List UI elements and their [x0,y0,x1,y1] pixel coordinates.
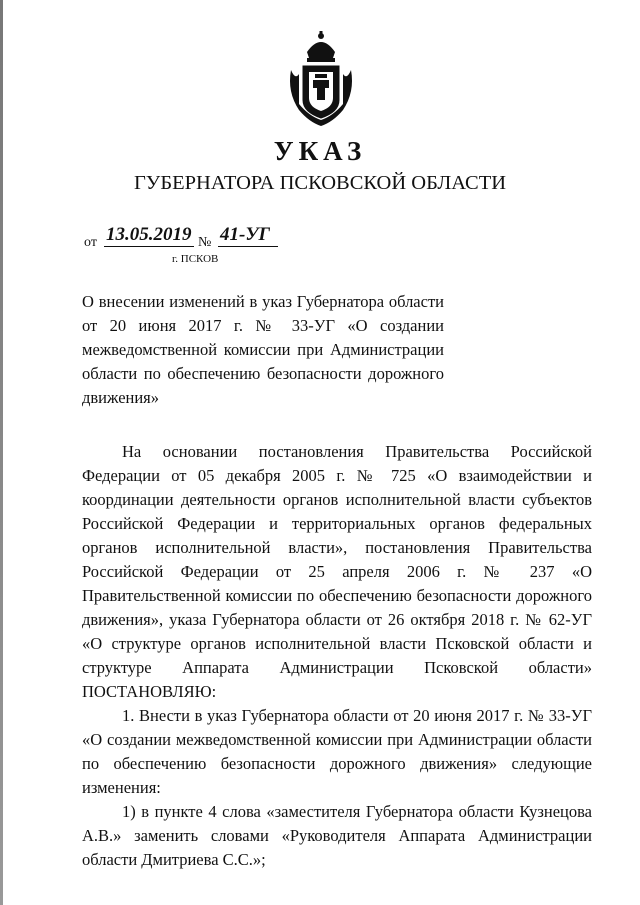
number-handwritten: 41-УГ [218,224,278,247]
coat-of-arms-icon [285,30,357,130]
item-1-paragraph: 1. Внести в указ Губернатора области от 20 июня 2017 г. № 33-УГ «О создании межведомственной комиссии при Администрации области по обеспечению безопасности дорожного движения» следующие изменения: [82,706,592,797]
document-subtitle: ГУБЕРНАТОРА ПСКОВСКОЙ ОБЛАСТИ [133,172,507,194]
document-title: УКАЗ [273,136,367,166]
number-label: № [198,235,212,250]
preamble-paragraph: На основании постановления Правительства Российской Федерации от 05 декабря 2005 г. № 725 «О взаимодействии и координации деятельности органов исполнительной власти субъектов Российской Федерации и территориальных органов федеральных органов исполнительной власти», постановления Правительства Российской Федерации от 25 апреля 2006 г. № 237 «О Правительственной комиссии по обеспечению безопасности дорожного движения», указа Губернатора области от 26 октября 2018 г. № 62-УГ «О структуре органов исполнительной власти Псковской области и структуре Аппарата Администрации Псковской области» ПОСТАНОВЛЯЮ: [82,442,592,701]
document-subject: О внесении изменений в указ Губернатора области от 20 июня 2017 г. № 33-УГ «О создании межведомственной комиссии при Администрации области по обеспечению безопасности дорожного движения» [82,292,444,407]
document-body [82,440,592,872]
item-1-1-paragraph: 1) в пункте 4 слова «заместителя Губернатора области Кузнецова А.В.» заменить словами «Руководителя Аппарата Администрации области Дмитриева С.С.»; [82,802,592,869]
city-label: г. ПСКОВ [172,253,219,265]
date-from-label: от [84,235,97,250]
dateline [84,224,304,254]
date-handwritten: 13.05.2019 [104,224,194,247]
